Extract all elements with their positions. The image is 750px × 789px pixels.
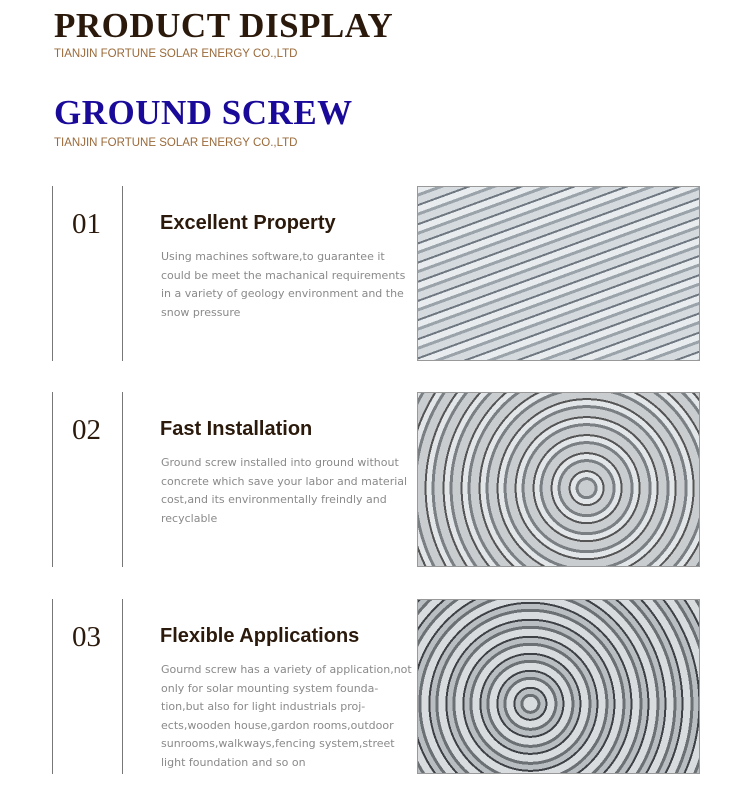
ground-screw-photo: [417, 392, 700, 567]
description-line: could be meet the machanical requirements: [161, 268, 406, 282]
feature-number: 01: [72, 208, 101, 240]
feature-description: [161, 661, 412, 772]
product-subtitle: TIANJIN FORTUNE SOLAR ENERGY CO.,LTD: [54, 137, 298, 149]
feature-number: 02: [72, 414, 101, 446]
divider-line: [52, 186, 53, 361]
description-line: ects,wooden house,gardon rooms,outdoor: [161, 718, 394, 732]
feature-description: [161, 454, 407, 528]
product-title: GROUND SCREW: [54, 93, 353, 132]
description-line: recyclable: [161, 511, 218, 525]
ground-screw-photo: [417, 186, 700, 361]
divider-line: [52, 599, 53, 774]
feature-description: [161, 248, 405, 322]
company-subtitle: TIANJIN FORTUNE SOLAR ENERGY CO.,LTD: [54, 48, 298, 60]
feature-section: [0, 599, 750, 774]
feature-section: [0, 186, 750, 361]
divider-line: [122, 186, 123, 361]
divider-line: [52, 392, 53, 567]
description-line: Gournd screw has a variety of application,not: [161, 663, 412, 676]
feature-section: [0, 392, 750, 567]
page-title: PRODUCT DISPLAY: [54, 6, 394, 45]
description-line: sunrooms,walkways,fencing system,street: [161, 737, 395, 750]
description-line: Using machines software,to guarantee it: [161, 250, 385, 263]
feature-title: Excellent Property: [160, 212, 336, 234]
description-line: snow pressure: [161, 305, 241, 319]
description-line: only for solar mounting system founda-: [161, 681, 379, 695]
description-line: light foundation and so on: [161, 755, 306, 769]
description-line: Ground screw installed into ground without: [161, 456, 399, 469]
ground-screw-photo: [417, 599, 700, 774]
divider-line: [122, 392, 123, 567]
description-line: cost,and its environmentally freindly and: [161, 493, 387, 506]
divider-line: [122, 599, 123, 774]
description-line: in a variety of geology environment and the: [161, 287, 404, 300]
feature-title: Flexible Applications: [160, 625, 360, 647]
description-line: concrete which save your labor and material: [161, 474, 408, 488]
feature-title: Fast Installation: [160, 418, 313, 440]
description-line: tion,but also for light industrials proj-: [161, 700, 366, 713]
feature-number: 03: [72, 621, 101, 653]
